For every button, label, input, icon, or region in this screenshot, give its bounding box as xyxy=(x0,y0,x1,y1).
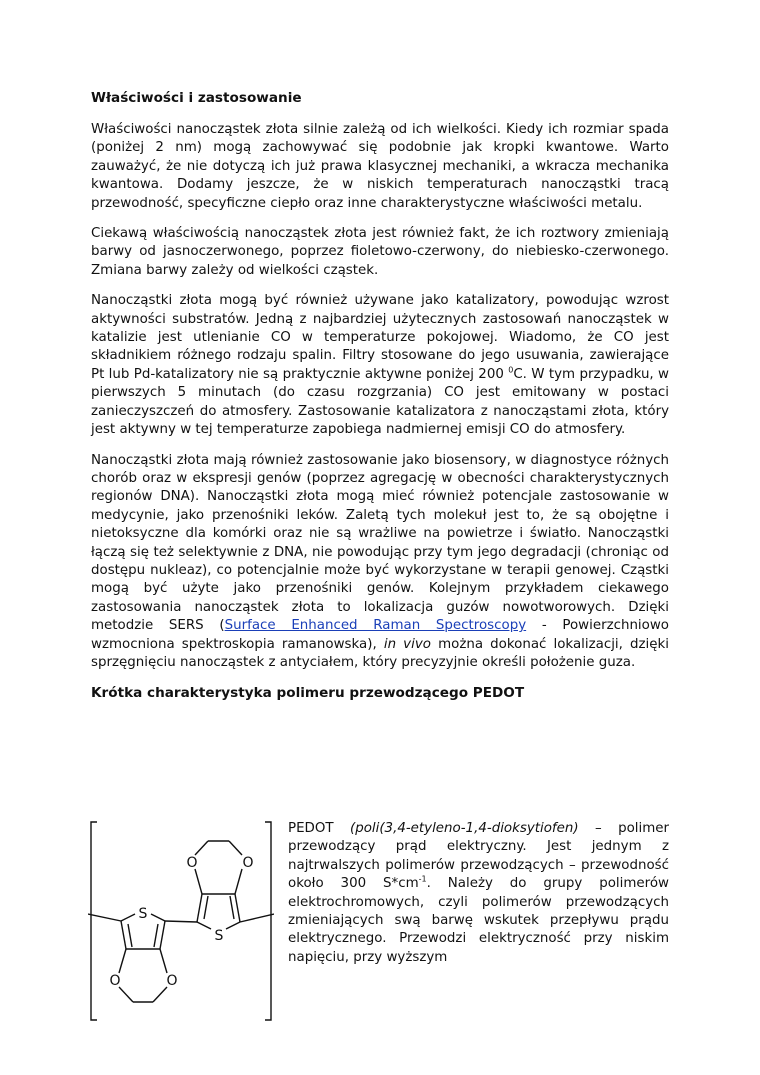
atom-label-o1: O xyxy=(109,973,121,989)
section-heading-properties: Właściwości i zastosowanie xyxy=(91,90,302,106)
sers-link[interactable]: Surface Enhanced Raman Spectroscopy xyxy=(224,618,527,634)
atom-label-s1: S xyxy=(138,906,148,922)
pedot-full-name: (poli(3,4-etyleno-1,4-dioksytiofen) xyxy=(349,821,579,836)
atom-label-o2: O xyxy=(166,973,178,989)
left-bracket xyxy=(91,822,97,1020)
pedot-description: PEDOT (poli(3,4-etyleno-1,4-dioksytiofen) – polimer przewodzący prąd elektryczny. Jest jednym z najtrwalszych polimerów przewodzących – przewodność około 300 $S*cm^{-1}$. Należy do grupy polimerów elektrochromowych, czyli polimerów przewodzących zmieniających swą barwę wskutek przepływu prądu elektrycznego. Przewodzi elektryczność przy niskim napięciu, przy wyższym xyxy=(288,821,669,965)
paragraph-biosensors: Nanocząstki złota mają również zastosowanie jako biosensory, w diagnostyce różnych chorób oraz w ekspresji genów (poprzez agregację w obecności charakterystycznych regionów DNA). Nanocząstki złota mogą mieć również potencjale zastosowanie w medycynie, jako przenośniki leków. Zaletą tych molekuł jest to, że są obojętne i nietoksyczne dla komórki oraz nie są wrażliwe na powietrze i światło. Nanocząstki łączą się też selektywnie z DNA, nie powodując przy tym jego degradacji (chroniąc od dostępu nukleaz), co potencjalnie może być wykorzystane w terapii genowej. Cząstki mogą być użyte jako przenośniki genów. Kolejnym przykładem ciekawego zastosowania nanocząstek złota to lokalizacja guzów nowotworowych. Dzięki metodzie SERS (Surface Enhanced Raman Spectroscopy - Powierzchniowo wzmocniona spektroskopia ramanowska), in vivo można dokonać lokalizacji, dzięki sprzęgnięciu nanocząstek z antyciałem, który precyzyjnie określi położenie guza. xyxy=(91,452,669,670)
atom-label-o4: O xyxy=(242,855,254,871)
superscript-degree: 0 xyxy=(508,365,514,375)
paragraph-catalysis: Nanocząstki złota mogą być również używane jako katalizatory, powodując wzrost aktywności substratów. Jedną z najbardziej użytecznych zastosowań nanocząstek w katalizie jest utlenianie CO w temperaturze pokojowej. Wiadomo, że CO jest składnikiem różnego rodzaju spalin. Filtry stosowane do jego usuwania, zawierające Pt lub Pd-katalizatory nie są praktycznie aktywne poniżej 200 $^0$C. W tym przypadku, w pierwszych 5 minutach (do czasu rozgrzania) CO jest emitowany w postaci zanieczyszczeń do atmosfery. Zastosowanie katalizatora z nanocząstami złota, który jest aktywny w tej temperaturze zapobiega nadmiernej emisji CO do atmosfery. xyxy=(91,293,669,438)
in-vivo-italic: in vivo xyxy=(383,636,431,652)
section-heading-pedot: Krótka charakterystyka polimeru przewodzącego PEDOT xyxy=(91,685,525,702)
atom-label-o3: O xyxy=(186,855,198,871)
paragraph-color-change: Ciekawą właściwością nanocząstek złota jest również fakt, że ich roztwory zmieniają barwy od jasnoczerwonego, poprzez fioletowo-czerwony, do niebiesko-czerwonego. Zmiana barwy zależy od wielkości cząstek. xyxy=(91,226,669,278)
paragraph-size-dependence: Właściwości nanocząstek złota silnie zależą od ich wielkości. Kiedy ich rozmiar spada (poniżej 2 nm) mogą zachowywać się podobnie jak kropki kwantowe. Warto zauważyć, że nie dotyczą ich już prawa klasycznej mechaniki, a wkracza mechanika kwantowa. Dodamy jeszcze, że w niskich temperaturach nanocząstki tracą przewodność, specyficzne ciepło oraz inne charakterystyczne właściwości metalu. xyxy=(91,122,669,211)
pedot-structure-diagram xyxy=(88,818,274,1024)
right-bracket xyxy=(265,822,271,1020)
document-body xyxy=(91,89,669,716)
superscript-minus-one: -1 xyxy=(418,874,427,884)
atom-label-s2: S xyxy=(214,928,224,944)
